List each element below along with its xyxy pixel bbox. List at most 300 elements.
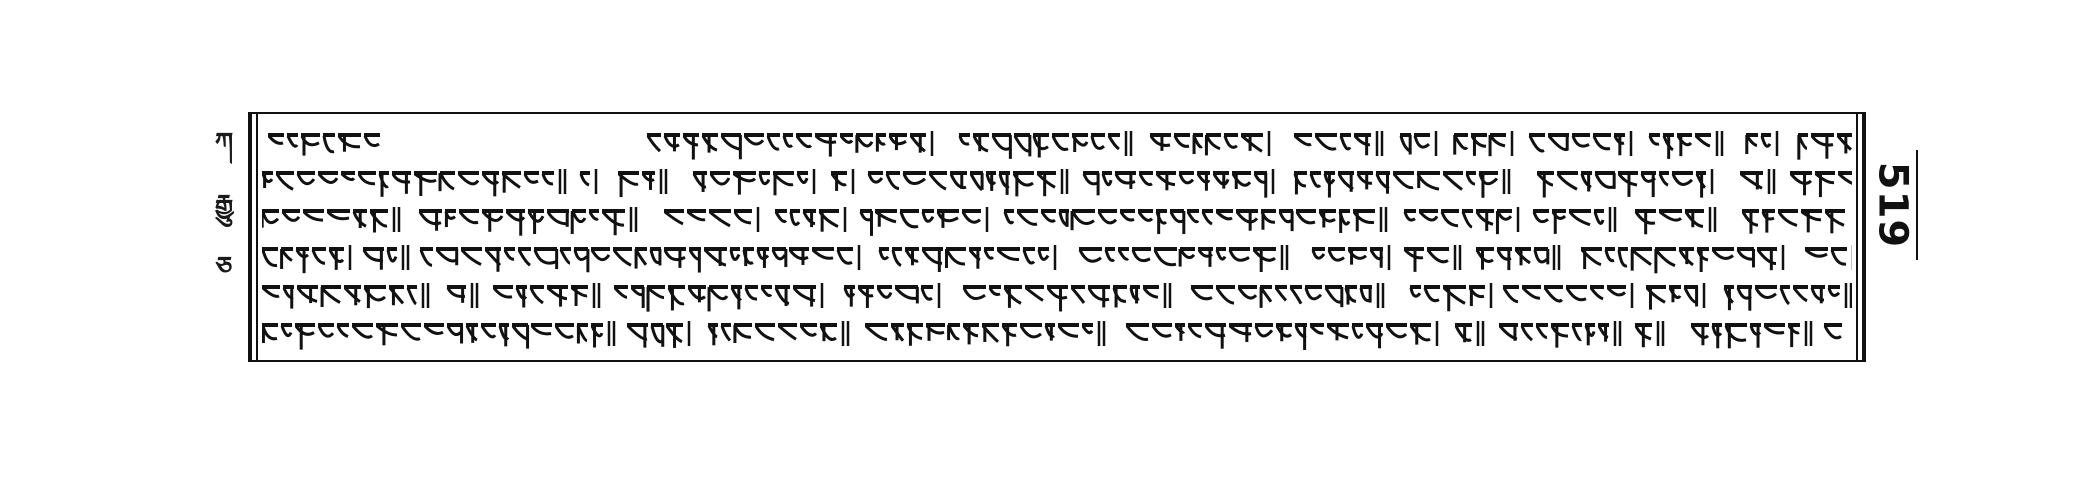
script-letter-body — [1573, 136, 1589, 146]
script-letter-body — [1207, 136, 1220, 149]
script-letter-body — [1119, 250, 1128, 259]
script-letter-body — [1567, 288, 1586, 300]
script-letter-body — [1256, 326, 1272, 336]
script-letter-body — [1155, 250, 1176, 265]
script-letter-body — [1596, 174, 1614, 187]
script-letter-body — [745, 136, 763, 144]
script-letter-body — [1632, 250, 1651, 265]
script-letter-body — [1099, 212, 1116, 223]
script-letter-body — [861, 212, 871, 220]
script-letter-body — [1021, 326, 1041, 337]
script-letter-body — [448, 326, 462, 335]
script-letter-body — [1656, 250, 1675, 266]
script-letter-body — [838, 250, 852, 263]
script-letter-body — [402, 326, 420, 339]
margin-title — [200, 130, 248, 280]
script-letter-body — [1139, 212, 1152, 220]
script-letter-body — [388, 250, 396, 261]
script-line-5 — [262, 278, 1852, 316]
script-line-6-strokes — [262, 316, 1852, 354]
script-letter-body — [1606, 250, 1614, 261]
script-letter-body — [779, 326, 796, 339]
script-letter-body — [773, 250, 785, 259]
page-number-rule — [1916, 150, 1918, 260]
script-letter-body — [1144, 288, 1158, 297]
script-letter-body — [762, 288, 771, 296]
top-frame-rule — [252, 112, 1862, 114]
script-letter-body — [298, 288, 317, 301]
script-letter-body — [1276, 288, 1286, 300]
script-letter-body — [887, 174, 899, 188]
script-letter-body — [408, 288, 416, 304]
script-letter-body — [1552, 326, 1568, 336]
script-letter-body — [1516, 250, 1530, 263]
script-letter-body — [462, 250, 481, 265]
script-letter-body — [339, 136, 360, 147]
script-letter-body — [482, 326, 495, 337]
script-letter-body — [797, 136, 811, 147]
script-letter-body — [1034, 136, 1048, 149]
script-letter-body — [1277, 326, 1291, 336]
script-letter-body — [1048, 288, 1067, 298]
script-letter-body — [1650, 136, 1659, 144]
script-letter-body — [866, 326, 887, 339]
right-frame-rule-inner — [1856, 112, 1858, 362]
script-letter-body — [1832, 250, 1846, 264]
script-letter-body — [1411, 326, 1430, 340]
script-letter-body — [1522, 326, 1532, 340]
script-letter-body — [890, 136, 906, 144]
script-letter-body — [459, 174, 478, 184]
script-letter-body — [441, 174, 454, 189]
script-letter-body — [269, 136, 283, 143]
script-letter-body — [1686, 212, 1703, 226]
script-letter-body — [1673, 174, 1692, 184]
script-letter-body — [705, 250, 726, 265]
script-letter-body — [1747, 136, 1757, 145]
script-letter-body — [1802, 212, 1821, 220]
script-letter-body — [1477, 250, 1493, 262]
script-letter-body — [519, 250, 530, 265]
script-letter-body — [1073, 212, 1094, 224]
script-letter-body — [425, 326, 443, 333]
script-letter-body — [1320, 212, 1335, 221]
script-letter-body — [1425, 288, 1439, 301]
script-letter-body — [415, 174, 436, 181]
script-letter-body — [1003, 326, 1016, 335]
script-letter-body — [857, 136, 872, 146]
script-letter-body — [1121, 212, 1134, 220]
right-frame-rule-outer — [1862, 112, 1866, 362]
script-letter-body — [768, 136, 779, 149]
script-letter-body — [1829, 288, 1839, 295]
script-letter-body — [1595, 212, 1603, 223]
script-letter-body — [947, 250, 965, 264]
script-letter-body — [345, 288, 360, 302]
script-letter-body — [722, 326, 730, 341]
script-letter-body — [1765, 326, 1784, 333]
script-letter-body — [784, 136, 792, 146]
script-letter-body — [1053, 136, 1068, 149]
script-letter-body — [1692, 326, 1708, 337]
script-letter-body — [1225, 136, 1237, 147]
script-letter-body — [319, 174, 337, 182]
script-letter-body — [1558, 174, 1577, 189]
script-letter-body — [1026, 288, 1043, 300]
script-letter-body — [813, 250, 833, 258]
script-letter-body — [774, 174, 793, 185]
script-letter-body — [1217, 212, 1232, 219]
script-letter-body — [832, 174, 846, 185]
script-letter-body — [760, 174, 769, 184]
script-letter-body — [505, 250, 514, 259]
script-letter-body — [1311, 326, 1323, 333]
script-letter-body — [1444, 288, 1465, 303]
script-letter-body — [1794, 288, 1807, 301]
script-letter-body — [328, 212, 349, 219]
script-letter-body — [1133, 250, 1150, 261]
script-letter-body — [1103, 174, 1111, 185]
script-letter-body — [548, 288, 567, 299]
script-letter-body — [1189, 326, 1201, 337]
script-letter-body — [880, 250, 888, 259]
script-letter-body — [1594, 136, 1610, 149]
script-letter-body — [1608, 288, 1625, 295]
script-letter-body — [483, 212, 502, 220]
margin-glyph-middle: རྒྱུ — [214, 190, 234, 220]
script-letter-body — [1153, 326, 1171, 336]
script-letter-body — [561, 250, 570, 263]
script-letter-body — [893, 250, 901, 265]
script-letter-body — [652, 326, 662, 342]
script-letter-body — [1181, 250, 1194, 258]
script-letter-body — [734, 174, 755, 181]
script-letter-body — [648, 136, 660, 151]
page-number — [1870, 160, 1914, 250]
script-letter-body — [1297, 212, 1315, 223]
script-letter-body — [288, 136, 297, 146]
script-letter-body — [322, 288, 340, 303]
margin-glyph-top: ཀ — [214, 128, 234, 158]
script-letter-body — [964, 288, 985, 299]
script-letter-body — [1072, 288, 1084, 303]
script-letter-body — [869, 174, 882, 182]
script-line-2-strokes — [262, 164, 1852, 202]
script-line-4 — [262, 240, 1852, 278]
script-letter-body — [1092, 136, 1104, 148]
script-letter-body — [1401, 136, 1410, 151]
script-letter-body — [1329, 250, 1344, 260]
script-letter-body — [731, 250, 739, 259]
script-letter-body — [964, 326, 978, 336]
script-letter-body — [1089, 288, 1109, 300]
script-letter-body — [556, 326, 573, 337]
script-line-2 — [262, 164, 1852, 202]
script-letter-body — [689, 288, 705, 299]
script-letter-body — [1005, 212, 1013, 223]
script-letter-body — [1140, 174, 1152, 185]
script-letter-body — [1411, 288, 1420, 296]
script-letter-body — [1537, 326, 1547, 337]
script-letter-body — [304, 212, 323, 220]
script-letter-body — [1418, 174, 1439, 189]
script-letter-body — [1545, 288, 1562, 301]
script-letter-body — [1535, 250, 1547, 262]
script-letter-body — [1415, 136, 1429, 147]
script-letter-body — [1477, 212, 1493, 224]
script-letter-body — [1358, 174, 1372, 183]
script-letter-body — [1591, 288, 1603, 299]
script-letter-body — [798, 174, 807, 183]
script-letter-body — [572, 288, 587, 296]
script-letter-body — [1534, 212, 1548, 222]
script-letter-body — [922, 288, 932, 299]
script-letter-body — [1042, 212, 1055, 221]
script-letter-body — [1127, 326, 1148, 339]
script-letter-body — [1015, 136, 1029, 151]
script-letter-body — [263, 212, 278, 223]
script-letter-body — [1455, 136, 1467, 148]
script-letter-body — [353, 326, 372, 337]
script-letter-body — [1254, 250, 1275, 260]
script-letter-body — [377, 326, 397, 335]
script-letter-body — [963, 212, 980, 222]
script-letter-body — [949, 326, 959, 339]
script-letter-body — [1816, 174, 1834, 183]
script-letter-body — [1203, 212, 1212, 224]
script-letter-body — [365, 136, 379, 146]
script-letter-body — [1311, 174, 1320, 186]
script-letter-body — [263, 250, 277, 266]
script-letter-body — [1713, 250, 1733, 258]
script-letter-body — [513, 326, 527, 339]
script-letter-body — [359, 174, 375, 184]
script-letter-body — [460, 212, 478, 223]
script-letter-body — [437, 250, 457, 261]
script-letter-body — [1005, 288, 1021, 303]
script-letter-body — [1825, 326, 1841, 338]
script-letter-body — [1188, 212, 1198, 222]
script-letter-body — [1779, 212, 1797, 225]
script-line-6 — [262, 316, 1852, 354]
script-letter-body — [951, 174, 966, 188]
script-letter-body — [581, 174, 589, 185]
script-letter-body — [1570, 212, 1590, 225]
script-letter-body — [1498, 212, 1511, 219]
script-letter-body — [1491, 136, 1505, 146]
script-letter-body — [1696, 136, 1710, 146]
script-letter-body — [1192, 288, 1212, 299]
script-letter-body — [543, 174, 553, 184]
script-letter-body — [1781, 288, 1789, 304]
script-letter-body — [1217, 288, 1234, 303]
script-letter-body — [1018, 212, 1037, 224]
script-letter-body — [688, 212, 705, 220]
script-letter-body — [896, 288, 917, 298]
script-letter-body — [319, 326, 333, 336]
script-letter-body — [263, 288, 279, 296]
script-letter-body — [684, 136, 698, 145]
script-letter-body — [590, 212, 598, 219]
script-letter-body — [1059, 326, 1078, 336]
script-letter-body — [1763, 212, 1774, 219]
script-letter-body — [1217, 250, 1225, 259]
script-letter-body — [1619, 250, 1627, 266]
left-frame-rule-outer — [248, 112, 252, 362]
script-letter-body — [1291, 288, 1301, 304]
script-letter-body — [1660, 174, 1668, 185]
script-letter-body — [548, 212, 568, 224]
script-letter-body — [776, 212, 786, 221]
script-line-3-strokes — [262, 202, 1852, 240]
script-letter-body — [1698, 250, 1708, 260]
script-letter-body — [960, 136, 969, 144]
script-letter-body — [1080, 250, 1101, 261]
script-letter-body — [923, 212, 933, 221]
script-letter-body — [791, 212, 799, 224]
script-letter-body — [998, 250, 1019, 260]
script-letter-body — [1573, 326, 1581, 340]
script-letter-body — [1428, 250, 1448, 262]
script-letter-body — [1467, 174, 1475, 184]
script-letter-body — [573, 212, 585, 222]
page-number-text: 519 — [1869, 161, 1915, 249]
script-letter-body — [1523, 288, 1540, 298]
script-line-3 — [262, 202, 1852, 240]
script-letter-body — [1756, 288, 1776, 298]
script-letter-body — [1109, 136, 1119, 149]
script-letter-body — [338, 326, 348, 337]
script-letter-body — [735, 326, 751, 337]
script-letter-body — [1280, 212, 1292, 222]
script-text-block — [262, 126, 1852, 358]
script-letter-body — [1175, 136, 1189, 146]
script-letter-body — [710, 212, 730, 226]
script-letter-body — [1341, 136, 1350, 149]
script-letter-body — [421, 250, 432, 265]
script-letter-body — [1420, 212, 1437, 220]
script-letter-body — [614, 250, 631, 265]
script-letter-body — [993, 136, 1010, 149]
script-letter-body — [710, 288, 727, 299]
script-letter-body — [535, 250, 556, 263]
script-letter-body — [1660, 212, 1681, 220]
script-letter-body — [665, 250, 685, 260]
script-letter-body — [1230, 250, 1249, 260]
script-letter-body — [532, 326, 551, 334]
script-letter-body — [722, 136, 740, 149]
script-letter-body — [985, 250, 993, 258]
script-letter-body — [1180, 174, 1193, 183]
script-letter-body — [804, 212, 815, 224]
script-letter-body — [575, 250, 587, 259]
script-letter-body — [263, 326, 277, 339]
script-letter-body — [756, 326, 774, 340]
script-letter-body — [1038, 174, 1055, 187]
script-letter-body — [282, 250, 292, 260]
script-letter-body — [1738, 250, 1753, 259]
script-letter-body — [1762, 136, 1770, 146]
script-letter-body — [1039, 250, 1048, 259]
script-letter-body — [1741, 174, 1762, 188]
margin-glyph-bottom: ཅ — [215, 252, 233, 282]
script-letter-body — [930, 174, 946, 189]
script-letter-body — [1549, 136, 1568, 150]
script-letter-body — [1504, 288, 1518, 302]
script-line-1-strokes — [262, 126, 1852, 164]
script-letter-body — [298, 174, 314, 184]
script-letter-body — [1839, 174, 1852, 185]
script-letter-body — [1306, 288, 1321, 299]
script-letter-body — [904, 174, 925, 184]
script-letter-body — [1237, 212, 1257, 222]
script-letter-body — [277, 174, 293, 189]
script-letter-body — [901, 212, 918, 227]
script-letter-body — [878, 288, 891, 297]
script-letter-body — [603, 212, 624, 225]
script-letter-body — [494, 288, 512, 297]
script-letter-body — [282, 326, 291, 336]
script-letter-body — [735, 212, 751, 223]
script-letter-body — [1316, 136, 1336, 149]
script-letter-body — [911, 136, 925, 151]
script-line-1 — [262, 126, 1852, 164]
script-letter-body — [1084, 174, 1098, 184]
script-letter-body — [971, 174, 982, 190]
script-letter-body — [1530, 136, 1544, 151]
script-letter-body — [296, 326, 314, 334]
script-letter-body — [746, 288, 757, 299]
script-letter-body — [1313, 250, 1324, 258]
bottom-frame-rule — [252, 360, 1862, 362]
script-letter-body — [1826, 212, 1844, 225]
script-letter-body — [1295, 136, 1311, 145]
script-letter-body — [1171, 212, 1183, 222]
script-letter-body — [592, 250, 609, 260]
script-letter-body — [665, 212, 683, 224]
script-letter-body — [1239, 288, 1256, 298]
script-letter-body — [531, 288, 543, 303]
script-letter-body — [615, 288, 627, 297]
script-letter-body — [1242, 136, 1262, 151]
script-line-5-strokes — [262, 278, 1852, 316]
script-letter-body — [1791, 174, 1811, 183]
script-letter-body — [1812, 136, 1833, 145]
script-letter-body — [313, 250, 325, 263]
script-letter-body — [1106, 250, 1114, 260]
script-letter-body — [665, 136, 679, 146]
script-letter-body — [938, 212, 958, 221]
script-letter-body — [1353, 326, 1362, 337]
script-letter-body — [1024, 250, 1034, 263]
script-letter-body — [525, 174, 538, 182]
script-letter-body — [1442, 212, 1458, 226]
script-letter-body — [1387, 326, 1406, 337]
script-letter-body — [1405, 212, 1415, 220]
script-letter-body — [1326, 288, 1341, 302]
script-letter-body — [648, 288, 664, 297]
script-letter-body — [1444, 174, 1462, 190]
script-letter-body — [1214, 174, 1228, 184]
script-letter-body — [790, 250, 808, 259]
script-letter-body — [324, 136, 334, 152]
script-letter-body — [711, 174, 729, 184]
script-letter-body — [801, 326, 816, 335]
left-frame-rule-inner — [256, 112, 258, 362]
script-letter-body — [1394, 174, 1413, 188]
script-letter-body — [1463, 212, 1472, 227]
script-letter-body — [283, 212, 299, 220]
